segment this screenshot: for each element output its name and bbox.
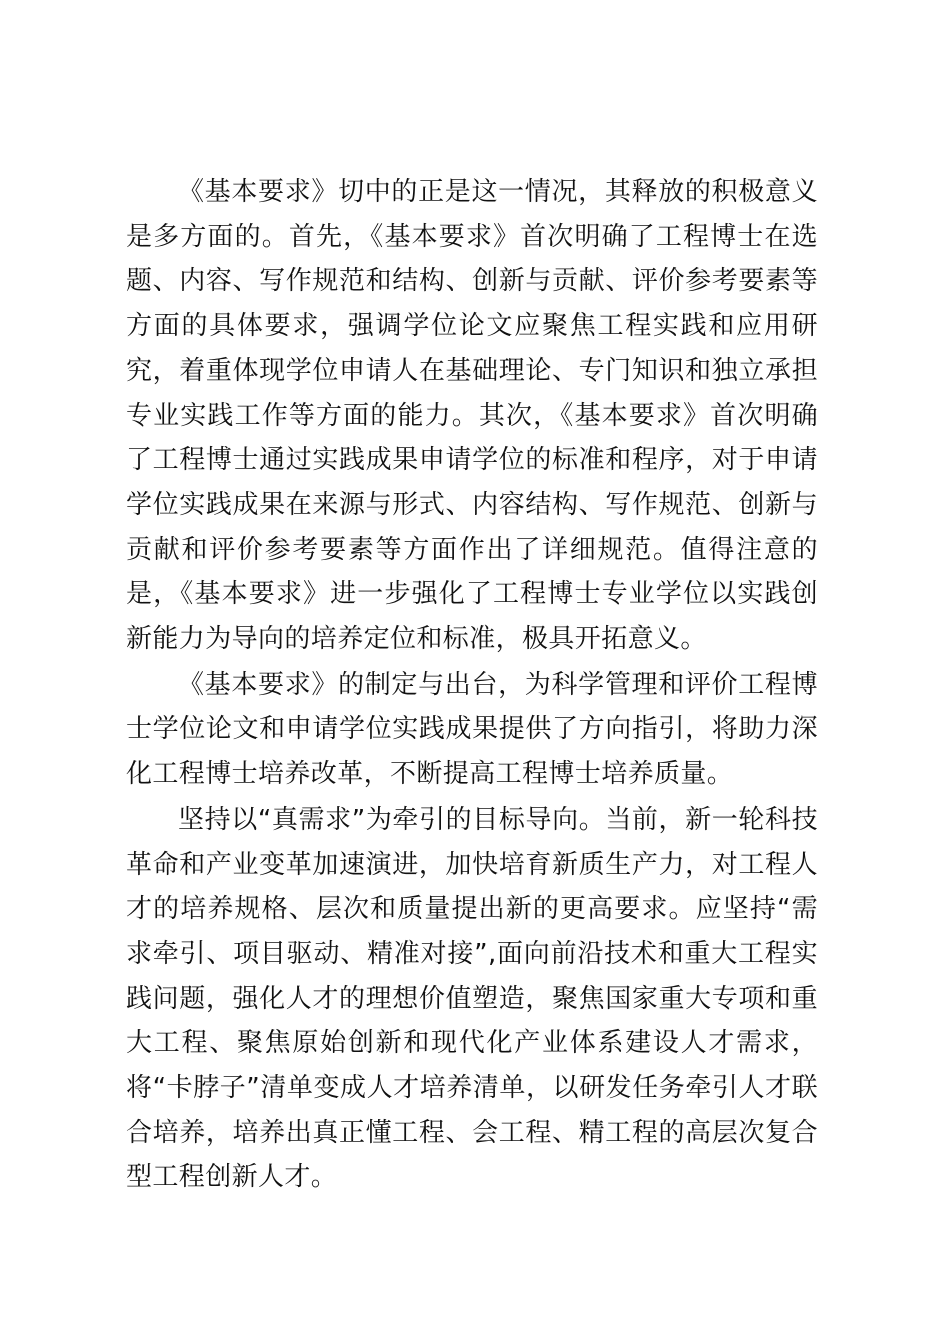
paragraph-formulation-and-release: 《基本要求》的制定与出台，为科学管理和评价工程博士学位论文和申请学位实践成果提供了方向指引，将助力深化工程博士培养改革，不断提高工程博士培养质量。 xyxy=(126,669,818,790)
paragraph-demand-oriented-goal: 坚持以“真需求”为牵引的目标导向。当前，新一轮科技革命和产业变革加速演进，加快培育新质生产力，对工程人才的培养规格、层次和质量提出新的更高要求。应坚持“需求牵引、项目驱动、精准对接”,面向前沿技术和重大工程实践问题，强化人才的理想价值塑造，聚焦国家重大专项和重大工程、聚焦原始创新和现代化产业体系建设人才需求，将“卡脖子”清单变成人才培养清单，以研发任务牵引人才联合培养，培养出真正懂工程、会工程、精工程的高层次复合型工程创新人才。 xyxy=(126,804,818,1193)
document-body xyxy=(126,170,818,1201)
paragraph-basic-requirements-significance: 《基本要求》切中的正是这一情况，其释放的积极意义是多方面的。首先，《基本要求》首次明确了工程博士在选题、内容、写作规范和结构、创新与贡献、评价参考要素等方面的具体要求，强调学位论文应聚焦工程实践和应用研究，着重体现学位申请人在基础理论、专门知识和独立承担专业实践工作等方面的能力。其次，《基本要求》首次明确了工程博士通过实践成果申请学位的标准和程序，对于申请学位实践成果在来源与形式、内容结构、写作规范、创新与贡献和评价参考要素等方面作出了详细规范。值得注意的是，《基本要求》进一步强化了工程博士专业学位以实践创新能力为导向的培养定位和标准，极具开拓意义。 xyxy=(126,177,818,655)
